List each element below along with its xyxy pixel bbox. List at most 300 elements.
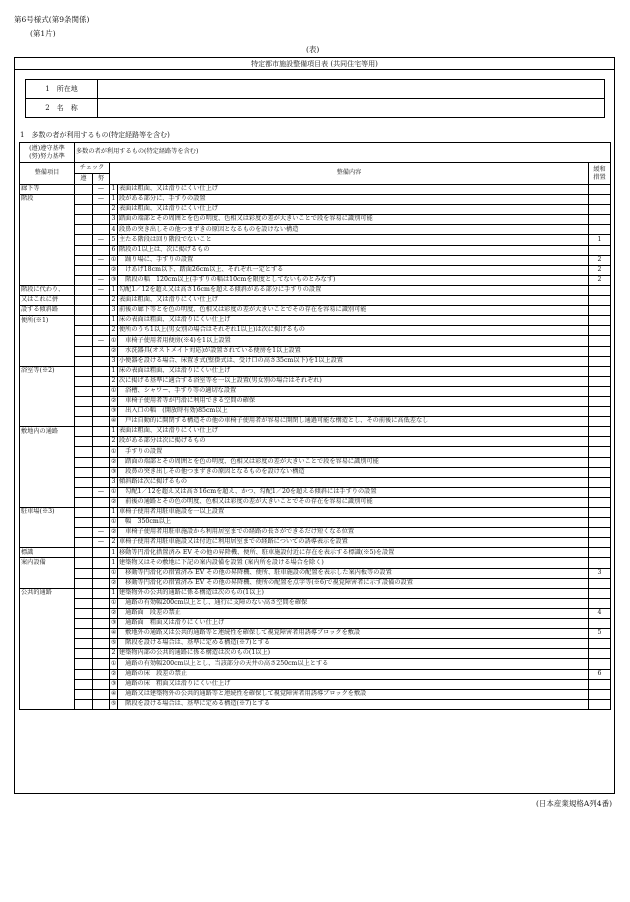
row-number: ①: [110, 255, 118, 265]
row-number: 2: [110, 437, 118, 447]
row-number: 2: [110, 538, 118, 548]
row-number: ②: [110, 578, 118, 588]
check-jun-cell[interactable]: [75, 679, 93, 689]
relax-note: 4: [589, 608, 611, 618]
item-cell: [20, 497, 75, 507]
row-number: ③: [110, 407, 118, 417]
check-jun-cell[interactable]: [75, 629, 93, 639]
check-jun-cell[interactable]: [75, 296, 93, 306]
table-row: [20, 467, 611, 477]
row-number: 1: [110, 588, 118, 598]
check-do-cell[interactable]: [93, 689, 110, 699]
item-cell: [20, 467, 75, 477]
check-do-cell[interactable]: [93, 346, 110, 356]
check-do-cell[interactable]: [93, 296, 110, 306]
row-number: ②: [110, 528, 118, 538]
check-jun-cell[interactable]: [75, 497, 93, 507]
check-jun-cell[interactable]: [75, 649, 93, 659]
row-number: 1: [110, 508, 118, 518]
table-row: [20, 508, 611, 518]
check-do-cell[interactable]: —: [93, 195, 110, 205]
check-do-cell[interactable]: [93, 679, 110, 689]
item-cell: [20, 619, 75, 629]
check-jun-cell[interactable]: [75, 245, 93, 255]
relax-note: [589, 185, 611, 195]
row-content: 床の表面は粗面、又は滑りにくい仕上げ: [118, 316, 589, 326]
row-number: ②: [110, 608, 118, 618]
check-jun-cell[interactable]: [75, 447, 93, 457]
check-jun-cell[interactable]: [75, 326, 93, 336]
row-content: 階段の1以上は、次に掲げるもの: [118, 245, 589, 255]
item-cell: 便所(※1): [20, 316, 75, 326]
check-jun-cell[interactable]: [75, 255, 93, 265]
check-jun-cell[interactable]: [75, 619, 93, 629]
check-do-cell[interactable]: [93, 457, 110, 467]
item-cell: [20, 255, 75, 265]
table-row: [20, 619, 611, 629]
check-jun-cell[interactable]: [75, 417, 93, 427]
check-do-cell[interactable]: [93, 376, 110, 386]
check-jun-cell[interactable]: [75, 528, 93, 538]
relax-note: [589, 245, 611, 255]
relax-note: [589, 285, 611, 295]
row-content: 勾配1／12を超え又は高さ16cmを超える傾斜がある部分に手すりの設置: [118, 285, 589, 295]
table-row: [20, 649, 611, 659]
item-cell: [20, 477, 75, 487]
row-content: 前後の通路とその色の明度、色相又は彩度の差が大きいことでその存在を容易に識別可能: [118, 497, 589, 507]
check-do-cell[interactable]: [93, 588, 110, 598]
row-content: 幅 350cm以上: [118, 518, 589, 528]
table-row: [20, 679, 611, 689]
check-do-cell[interactable]: [93, 326, 110, 336]
table-row: [20, 366, 611, 376]
check-jun-cell[interactable]: [75, 457, 93, 467]
relax-note: [589, 538, 611, 548]
row-content: 水洗器具(オストメイト対応)が設置されている便房を1以上設置: [118, 346, 589, 356]
check-jun-cell[interactable]: [75, 386, 93, 396]
row-number: ①: [110, 487, 118, 497]
row-content: 階段を設ける場合は、基準に定める構造(※7)とする: [118, 639, 589, 649]
row-number: 1: [110, 316, 118, 326]
item-cell: [20, 336, 75, 346]
check-jun-cell[interactable]: [75, 477, 93, 487]
check-do-cell[interactable]: [93, 548, 110, 558]
check-jun-cell[interactable]: [75, 558, 93, 568]
item-cell: [20, 376, 75, 386]
row-content: 通路面 段差の禁止: [118, 608, 589, 618]
check-jun-cell[interactable]: [75, 366, 93, 376]
check-do-cell[interactable]: [93, 518, 110, 528]
row-number: 2: [110, 205, 118, 215]
check-do-cell[interactable]: [93, 407, 110, 417]
check-do-cell[interactable]: [93, 508, 110, 518]
row-content: 床の表面は粗面、又は滑りにくい仕上げ: [118, 366, 589, 376]
row-content: 段がある部分は次に掲げるもの: [118, 437, 589, 447]
table-row: [20, 245, 611, 255]
row-content: 傾斜路は次に掲げるもの: [118, 477, 589, 487]
row-number: 1: [110, 427, 118, 437]
check-jun-cell[interactable]: [75, 598, 93, 608]
check-jun-cell[interactable]: [75, 306, 93, 316]
row-content: けあげ18cm以下、踏面26cm以上、それぞれ一定とする: [118, 265, 589, 275]
check-jun-cell[interactable]: [75, 316, 93, 326]
check-do-cell[interactable]: —: [93, 185, 110, 195]
relax-column-header: 緩和 措置: [589, 163, 611, 185]
table-row: [20, 477, 611, 487]
table-row: [20, 538, 611, 548]
item-cell: [20, 417, 75, 427]
check-do-cell[interactable]: [93, 568, 110, 578]
row-content: 通路面 粗面又は滑りにくい仕上げ: [118, 619, 589, 629]
row-number: 1: [110, 548, 118, 558]
check-do-cell[interactable]: —: [93, 336, 110, 346]
row-number: 3: [110, 306, 118, 316]
check-jun-cell[interactable]: [75, 346, 93, 356]
table-row: [20, 356, 611, 366]
item-cell: [20, 457, 75, 467]
check-do-cell[interactable]: [93, 598, 110, 608]
check-jun-cell[interactable]: [75, 376, 93, 386]
item-cell: 又はこれに併: [20, 296, 75, 306]
table-row: [20, 316, 611, 326]
table-row: [20, 689, 611, 699]
row-content: 通路の有効幅200cm以上とし、通行に支障のない高さ空間を確保: [118, 598, 589, 608]
table-row: [20, 629, 611, 639]
check-do-cell[interactable]: [93, 497, 110, 507]
row-number: ①: [110, 447, 118, 457]
item-cell: [20, 396, 75, 406]
relax-note: [589, 548, 611, 558]
row-content: 建築物外の公共的通路に係る構造は次のもの(1以上): [118, 588, 589, 598]
check-jun-cell[interactable]: [75, 215, 93, 225]
relax-note: [589, 427, 611, 437]
item-cell: [20, 437, 75, 447]
table-row: [20, 235, 611, 245]
check-jun-cell[interactable]: [75, 265, 93, 275]
relax-note: [589, 437, 611, 447]
check-do-cell[interactable]: [93, 205, 110, 215]
check-do-cell[interactable]: —: [93, 235, 110, 245]
item-cell: [20, 215, 75, 225]
table-row: [20, 447, 611, 457]
item-cell: [20, 518, 75, 528]
relax-note: 6: [589, 669, 611, 679]
check-jun-cell[interactable]: [75, 639, 93, 649]
check-jun-cell[interactable]: [75, 356, 93, 366]
relax-note: [589, 336, 611, 346]
row-content: 段がある部分に、手すりの設置: [118, 195, 589, 205]
check-jun-cell[interactable]: [75, 669, 93, 679]
check-do-cell[interactable]: [93, 669, 110, 679]
check-do-cell[interactable]: [93, 427, 110, 437]
relax-note: [589, 447, 611, 457]
check-do-cell[interactable]: [93, 316, 110, 326]
table-row: [20, 306, 611, 316]
item-cell: 標識: [20, 548, 75, 558]
check-do-cell[interactable]: [93, 265, 110, 275]
row-content: 車椅子使用者用駐車施設から利用居室までの経路の長さができるだけ短くなる位置: [118, 528, 589, 538]
row-content: 手すりの設置: [118, 447, 589, 457]
table-row: [20, 659, 611, 669]
table-row: [20, 285, 611, 295]
relax-note: [589, 588, 611, 598]
check-jun-cell[interactable]: [75, 235, 93, 245]
row-content: 表面は粗面、又は滑りにくい仕上げ: [118, 296, 589, 306]
check-jun-cell[interactable]: [75, 508, 93, 518]
check-do-cell[interactable]: [93, 225, 110, 235]
row-number: 4: [110, 225, 118, 235]
row-number: 1: [110, 285, 118, 295]
item-cell: [20, 265, 75, 275]
row-number: 6: [110, 245, 118, 255]
table-row: [20, 255, 611, 265]
check-do-cell[interactable]: [93, 629, 110, 639]
check-do-cell[interactable]: [93, 608, 110, 618]
row-content: 出入口の幅 (開放時有効)85cm以上: [118, 407, 589, 417]
table-row: [20, 608, 611, 618]
item-cell: [20, 679, 75, 689]
check-jun-cell[interactable]: [75, 548, 93, 558]
check-do-cell[interactable]: [93, 659, 110, 669]
check-jun-cell[interactable]: [75, 487, 93, 497]
relax-note: [589, 699, 611, 709]
table-row: [20, 417, 611, 427]
check-do-cell[interactable]: [93, 437, 110, 447]
table-row: [20, 346, 611, 356]
check-jun-cell[interactable]: [75, 568, 93, 578]
item-cell: [20, 407, 75, 417]
row-number: ②: [110, 265, 118, 275]
table-row: [20, 225, 611, 235]
row-content: 通路の床 粗面又は滑りにくい仕上げ: [118, 679, 589, 689]
row-content: 車椅子使用者用便房(※4)を1以上設置: [118, 336, 589, 346]
check-do-cell[interactable]: [93, 699, 110, 709]
check-jun-cell[interactable]: [75, 538, 93, 548]
relax-note: [589, 205, 611, 215]
item-cell: 駐車場(※3): [20, 508, 75, 518]
item-cell: 廊下等: [20, 185, 75, 195]
check-jun-cell[interactable]: [75, 437, 93, 447]
item-cell: [20, 386, 75, 396]
relax-note: [589, 518, 611, 528]
table-row: [20, 699, 611, 709]
item-cell: 階段に代わり、: [20, 285, 75, 295]
check-jun-cell[interactable]: [75, 285, 93, 295]
row-number: ②: [110, 346, 118, 356]
item-cell: [20, 608, 75, 618]
check-do-cell[interactable]: —: [93, 487, 110, 497]
check-do-cell[interactable]: [93, 447, 110, 457]
item-cell: [20, 528, 75, 538]
relax-note: [589, 376, 611, 386]
relax-note: 2: [589, 255, 611, 265]
row-number: ⑤: [110, 699, 118, 709]
check-jun-cell[interactable]: [75, 588, 93, 598]
check-jun-cell[interactable]: [75, 205, 93, 215]
form-label: 第6号様式(第9条関係): [14, 15, 90, 24]
item-cell: [20, 568, 75, 578]
check-do-cell[interactable]: [93, 386, 110, 396]
relax-note: [589, 346, 611, 356]
items-table: [19, 142, 611, 710]
relax-note: [589, 528, 611, 538]
table-row: [20, 326, 611, 336]
check-jun-cell[interactable]: [75, 407, 93, 417]
item-column-header: 整備項目: [20, 163, 75, 185]
relax-note: [589, 639, 611, 649]
check-do-cell[interactable]: —: [93, 255, 110, 265]
relax-note: [589, 619, 611, 629]
row-number: 3: [110, 477, 118, 487]
table-row: [20, 407, 611, 417]
relax-note: 5: [589, 629, 611, 639]
check-jun-cell[interactable]: [75, 699, 93, 709]
row-content: 通路又は建築物外の公共的通路等と連続性を確保して視覚障害者用誘導ブロックを敷設: [118, 689, 589, 699]
row-number: ③: [110, 467, 118, 477]
check-jun-cell[interactable]: [75, 427, 93, 437]
item-cell: [20, 699, 75, 709]
row-content: 戸は自動的に開閉する構造その他の車椅子使用者が容易に開閉し通過可能な構造とし、その前後に高低差なし: [118, 417, 589, 427]
relax-note: [589, 467, 611, 477]
table-row: [20, 386, 611, 396]
relax-note: [589, 649, 611, 659]
row-number: 2: [110, 376, 118, 386]
check-jun-cell[interactable]: [75, 275, 93, 285]
row-content: 段鼻の突き出しその他つまずきの原因となるものを設けない構造: [118, 225, 589, 235]
row-number: ②: [110, 669, 118, 679]
check-do-cell[interactable]: —: [93, 285, 110, 295]
check-do-cell[interactable]: —: [93, 538, 110, 548]
row-number: 3: [110, 215, 118, 225]
relax-note: [589, 386, 611, 396]
row-content: 移動等円滑化措置済み EV その他の昇降機、便所、駐車施設付近に存在を表示する標識(※5)を設置: [118, 548, 589, 558]
check-jun-cell[interactable]: [75, 518, 93, 528]
check-jun-cell[interactable]: [75, 608, 93, 618]
table-row: [20, 336, 611, 346]
item-cell: [20, 689, 75, 699]
check-do-cell[interactable]: [93, 558, 110, 568]
check-do-cell[interactable]: [93, 578, 110, 588]
row-number: ③: [110, 275, 118, 285]
check-jun-cell[interactable]: [75, 195, 93, 205]
content-column-header: 整備内容: [110, 163, 589, 185]
table-row: [20, 598, 611, 608]
check-do-cell[interactable]: [93, 215, 110, 225]
check-jun-cell[interactable]: [75, 336, 93, 346]
table-row: [20, 296, 611, 306]
relax-note: [589, 487, 611, 497]
item-cell: 浴室等(※2): [20, 366, 75, 376]
relax-note: [589, 407, 611, 417]
table-row: [20, 215, 611, 225]
row-number: ①: [110, 518, 118, 528]
row-content: 表面は粗面、又は滑りにくい仕上げ: [118, 427, 589, 437]
row-number: ①: [110, 568, 118, 578]
table-row: [20, 376, 611, 386]
location-field[interactable]: [98, 80, 605, 99]
check-do-cell[interactable]: [93, 356, 110, 366]
check-do-cell[interactable]: [93, 649, 110, 659]
check-do-cell[interactable]: [93, 417, 110, 427]
check-do-cell[interactable]: [93, 396, 110, 406]
footer-note: (日本産業規格A列4番): [535, 799, 612, 808]
row-content: 主たる階段は回り階段でないこと: [118, 235, 589, 245]
table-row: [20, 195, 611, 205]
relax-note: [589, 689, 611, 699]
row-content: 前後の廊下等とを色の明度、色相又は彩度の差が大きいことでその存在を容易に識別可能: [118, 306, 589, 316]
check-do-cell[interactable]: [93, 467, 110, 477]
check-do-cell[interactable]: [93, 245, 110, 255]
relax-note: [589, 225, 611, 235]
check-jun-cell[interactable]: [75, 396, 93, 406]
table-row: [20, 457, 611, 467]
relax-note: [589, 457, 611, 467]
standard-value: 多数の者が利用するもの(特定経路等を含む): [75, 143, 611, 163]
row-content: 段鼻の突き出しその他つまずきの原因となるものを設けない構造: [118, 467, 589, 477]
check-do-cell[interactable]: [93, 619, 110, 629]
check-do-cell[interactable]: [93, 639, 110, 649]
item-cell: [20, 326, 75, 336]
check-jun-cell[interactable]: [75, 689, 93, 699]
item-cell: 公共的通路: [20, 588, 75, 598]
table-row: [20, 548, 611, 558]
check-jun-cell[interactable]: [75, 185, 93, 195]
row-content: 建築物内部の公共的通路に係る構造は次のもの(1以上): [118, 649, 589, 659]
item-cell: [20, 346, 75, 356]
table-row: [20, 578, 611, 588]
item-cell: 案内設備: [20, 558, 75, 568]
check-do-cell[interactable]: —: [93, 528, 110, 538]
row-content: 次に掲げる基準に適合する浴室等を一以上設置(男女別の場合はそれぞれ): [118, 376, 589, 386]
check-do-cell[interactable]: [93, 366, 110, 376]
relax-note: [589, 366, 611, 376]
row-number: 2: [110, 326, 118, 336]
item-cell: [20, 538, 75, 548]
item-cell: [20, 275, 75, 285]
table-row: [20, 265, 611, 275]
item-cell: [20, 487, 75, 497]
row-number: 2: [110, 296, 118, 306]
row-number: ④: [110, 689, 118, 699]
check-do-cell[interactable]: —: [93, 275, 110, 285]
item-cell: [20, 447, 75, 457]
check-do-cell[interactable]: [93, 477, 110, 487]
row-number: ④: [110, 417, 118, 427]
relax-note: [589, 215, 611, 225]
name-field[interactable]: [98, 99, 605, 118]
check-jun-header: 遵: [75, 174, 93, 185]
check-jun-cell[interactable]: [75, 225, 93, 235]
table-row: [20, 437, 611, 447]
check-jun-cell[interactable]: [75, 659, 93, 669]
table-row: [20, 487, 611, 497]
item-cell: [20, 639, 75, 649]
item-cell: 設する傾斜路: [20, 306, 75, 316]
check-jun-cell[interactable]: [75, 467, 93, 477]
check-jun-cell[interactable]: [75, 578, 93, 588]
row-number: ①: [110, 336, 118, 346]
row-number: 1: [110, 366, 118, 376]
check-do-cell[interactable]: [93, 306, 110, 316]
relax-note: [589, 508, 611, 518]
row-number: 1: [110, 195, 118, 205]
row-number: 1: [110, 558, 118, 568]
sheet-number: (第1片): [30, 29, 56, 38]
table-title: 特定都市施設整備項目表 (共同住宅等用): [15, 60, 614, 70]
item-cell: [20, 225, 75, 235]
relax-note: [589, 296, 611, 306]
table-row: [20, 205, 611, 215]
